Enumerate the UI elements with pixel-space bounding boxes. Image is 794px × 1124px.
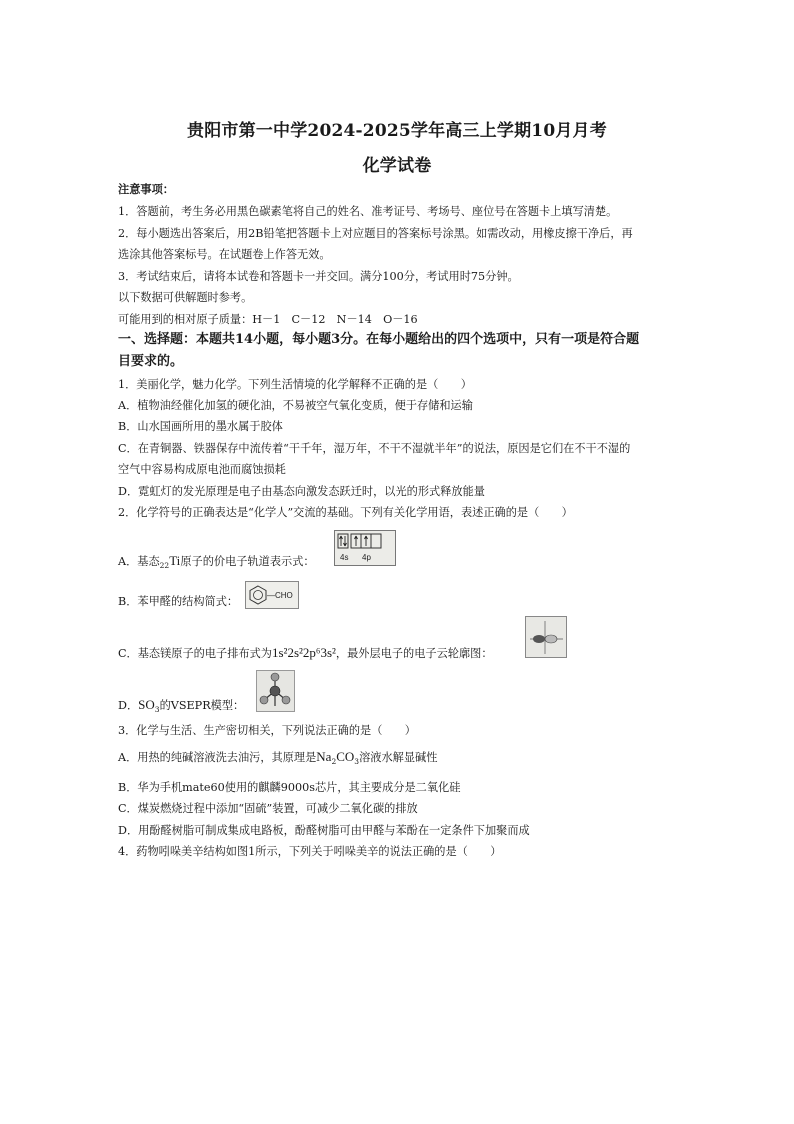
q2-option-b: B．苯甲醛的结构简式： [118, 595, 239, 608]
na-subscript: 2 [331, 757, 337, 767]
q1-option-c1: C．在青铜器、铁器保存中流传着“干千年，湿万年，不干不湿就半年”的说法，原因是它们在不干不湿的 [118, 442, 631, 455]
q1-option-c2: 空气中容易构成原电池而腐蚀损耗 [118, 463, 286, 476]
q2-stem: 2．化学符号的正确表达是“化学人”交流的基础。下列有关化学用语，表述正确的是（ ） [118, 506, 573, 519]
section-heading-2: 目要求的。 [118, 354, 184, 369]
spin-up-arrow-icon [355, 536, 358, 546]
orbital-label-4s: 4s [340, 553, 349, 562]
orbital-diagram-image [334, 530, 396, 566]
electron-cloud-image [525, 616, 567, 658]
so3-formula: SO [138, 697, 155, 712]
orbital-4s-box [338, 534, 348, 548]
p-orbital-cloud-svg [526, 617, 566, 657]
vsepr-model-svg [257, 671, 294, 711]
q2-c-suffix: ，最外层电子的电子云轮廓图： [335, 647, 493, 660]
q2-option-c [118, 645, 688, 661]
benzene-ring-svg [246, 582, 298, 608]
spin-down-arrow-icon [344, 536, 347, 546]
q2-a-suffix: 原子的价电子轨道表示式： [180, 555, 315, 568]
orbital-label-4p: 4p [362, 553, 371, 562]
oxygen-atom-icon [260, 696, 268, 704]
q2-option-a [118, 553, 688, 573]
q1-option-b: B．山水国画所用的墨水属于胶体 [118, 420, 283, 433]
note-1: 1．答题前，考生务必用黑色碳素笔将自己的姓名、准考证号、考场号、座位号在答题卡上填写清楚。 [118, 205, 618, 218]
oxygen-atom-icon [282, 696, 290, 704]
mg-electron-configuration: 1s²2s²2p⁶3s² [272, 645, 336, 660]
q4-stem: 4．药物吲哚美辛结构如图1所示，下列关于吲哚美辛的说法正确的是（ ） [118, 845, 502, 858]
exam-title: 贵阳市第一中学2024-2025学年高三上学期10月月考 [187, 121, 607, 141]
notes-heading: 注意事项： [118, 182, 174, 196]
note-3: 3．考试结束后，请将本试卷和答题卡一并交回。满分100分，考试用时75分钟。 [118, 270, 519, 283]
oxygen-atom-icon [271, 673, 279, 681]
q1-option-a: A．植物油经催化加氢的硬化油，不易被空气氧化变质，便于存储和运输 [118, 399, 473, 412]
co-symbol: CO [336, 749, 355, 764]
exam-subtitle: 化学试卷 [362, 156, 432, 176]
benzaldehyde-structure-image [245, 581, 299, 609]
q3-a-prefix: A．用热的纯碱溶液洗去油污，其原理是 [118, 751, 317, 764]
orbital-diagram-svg [335, 531, 395, 565]
q3-stem: 3．化学与生活、生产密切相关，下列说法正确的是（ ） [118, 724, 416, 737]
q2-a-atomic-number: 22 [159, 561, 170, 571]
orbital-4p-box-3 [371, 534, 381, 548]
q3-a-suffix: 溶液水解显碱性 [359, 751, 438, 764]
q1-stem: 1．美丽化学，魅力化学。下列生活情境的化学解释不正确的是（ ） [118, 378, 472, 391]
orbital-lobe-icon [533, 635, 545, 643]
q2-a-element: Ti [169, 553, 181, 568]
vsepr-model-image [256, 670, 295, 712]
q3-option-d: D．用酚醛树脂可制成集成电路板，酚醛树脂可由甲醛与苯酚在一定条件下加聚而成 [118, 824, 530, 837]
q1-option-d: D．霓虹灯的发光原理是电子由基态向激发态跃迁时，以光的形式释放能量 [118, 485, 485, 498]
cho-group-label: —CHO [267, 591, 293, 600]
q3-option-c: C．煤炭燃烧过程中添加“固硫”装置，可减少二氧化碳的排放 [118, 802, 418, 815]
aromatic-circle-icon [254, 591, 263, 600]
na-symbol: Na [316, 749, 332, 764]
q3-option-b: B．华为手机mate60使用的麒麟9000s芯片，其主要成分是二氧化硅 [118, 781, 461, 794]
note-2b: 选涂其他答案标号。在试题卷上作答无效。 [118, 248, 331, 261]
note-5: 可能用到的相对原子质量：H－1 C－12 N－14 O－16 [118, 313, 418, 326]
benzene-ring-icon [250, 586, 266, 604]
orbital-lobe-icon [545, 635, 557, 643]
q2-c-prefix: C．基态镁原子的电子排布式为 [118, 647, 272, 660]
section-heading-1: 一、选择题：本题共14小题，每小题3分。在每小题给出的四个选项中，只有一项是符合题 [118, 332, 640, 347]
note-2a: 2．每小题选出答案后，用2B铅笔把答题卡上对应题目的答案标号涂黑。如需改动，用橡皮擦干净后，再 [118, 227, 633, 240]
co3-subscript: 3 [354, 757, 360, 767]
q2-a-prefix: A．基态 [118, 555, 160, 568]
spin-up-arrow-icon [365, 536, 368, 546]
q2-d-prefix: D． [118, 699, 139, 712]
q2-option-d [118, 697, 688, 717]
so3-subscript: 3 [154, 705, 160, 715]
sulfur-atom-icon [270, 686, 280, 696]
note-4: 以下数据可供解题时参考。 [118, 291, 253, 304]
spin-up-arrow-icon [340, 536, 343, 546]
q2-d-suffix: 的VSEPR模型： [159, 699, 245, 712]
q3-option-a [118, 749, 688, 769]
